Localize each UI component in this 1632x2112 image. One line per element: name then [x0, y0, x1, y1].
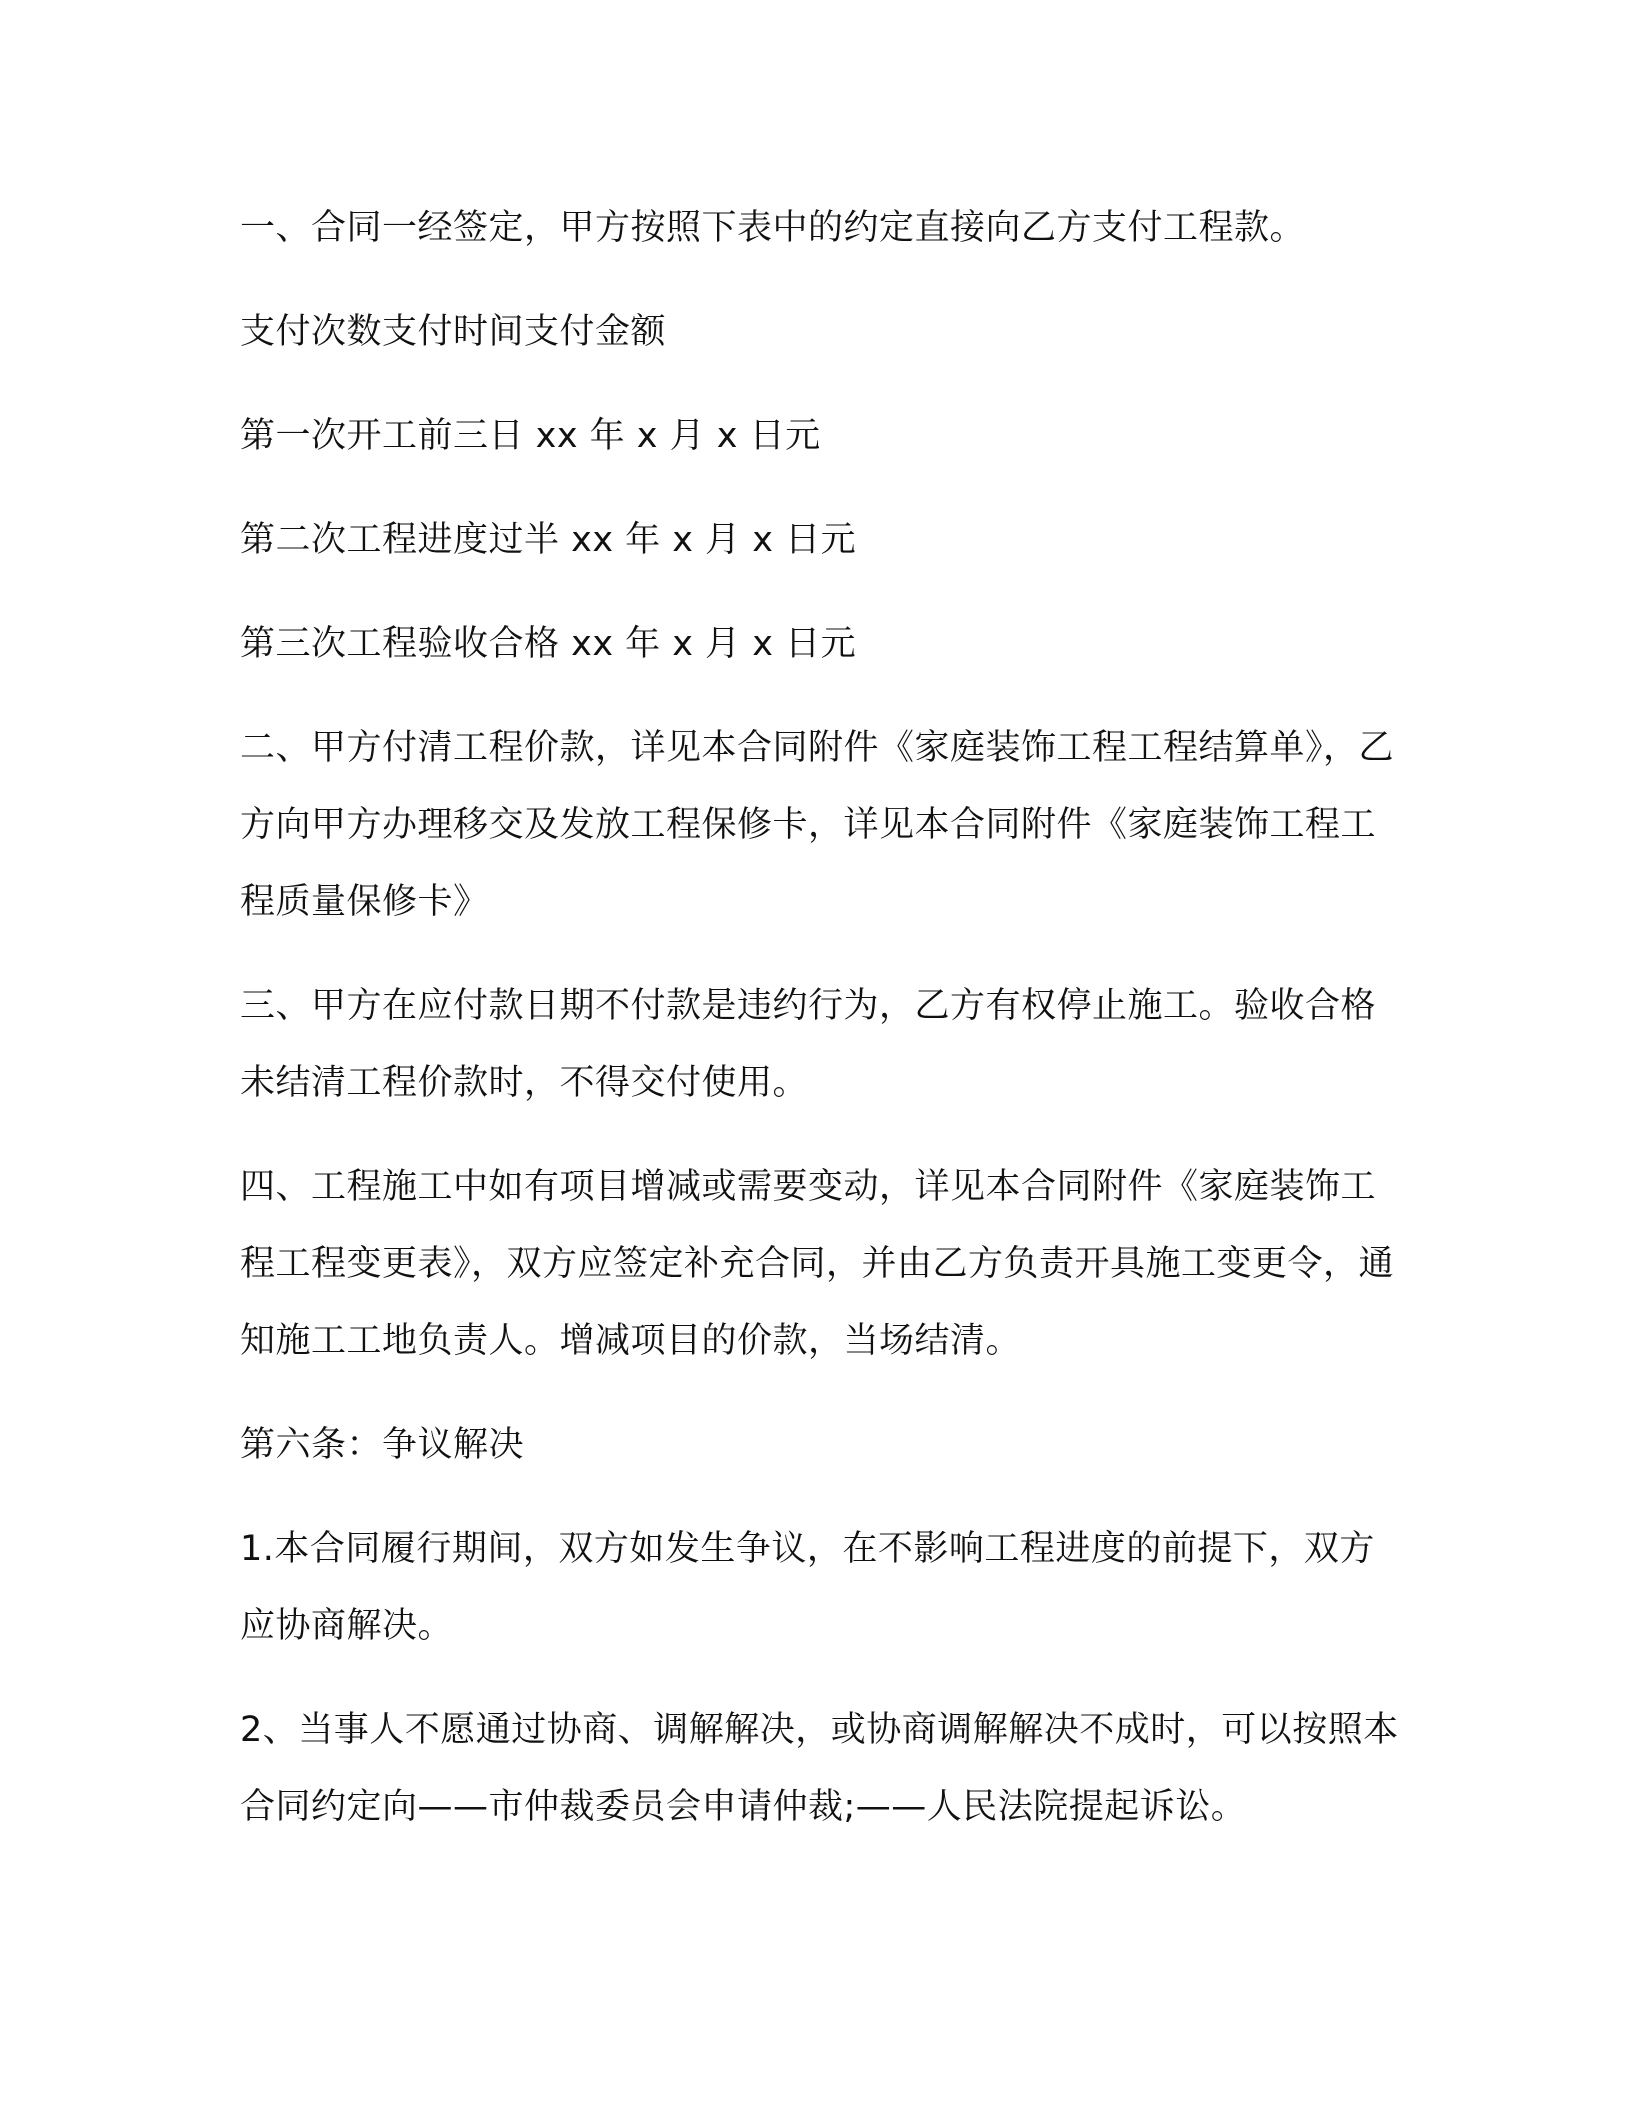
- dispute-clause-2: 2、当事人不愿通过协商、调解解决，或协商调解解决不成时，可以按照本合同约定向——市仲裁委员会申请仲裁;——人民法院提起诉讼。: [240, 1710, 1399, 1827]
- document-body: [240, 190, 1400, 1873]
- payment-table-header: 支付次数支付时间支付金额: [240, 312, 667, 352]
- payment-clause-3: 三、甲方在应付款日期不付款是违约行为，乙方有权停止施工。验收合格未结清工程价款时，不得交付使用。: [240, 986, 1377, 1103]
- article-6-heading: 第六条：争议解决: [240, 1425, 525, 1465]
- payment-clause-4: 四、工程施工中如有项目增减或需要变动，详见本合同附件《家庭装饰工程工程变更表》，双方应签定补充合同，并由乙方负责开具施工变更令，通知施工工地负责人。增减项目的价款，当场结清。: [240, 1167, 1395, 1361]
- payment-row-2: 第二次工程进度过半 xx 年 x 月 x 日元: [240, 520, 857, 560]
- dispute-clause-1: 1.本合同履行期间，双方如发生争议，在不影响工程进度的前提下，双方应协商解决。: [240, 1529, 1375, 1646]
- payment-clause-2: 二、甲方付清工程价款，详见本合同附件《家庭装饰工程工程结算单》，乙方向甲方办理移交及发放工程保修卡，详见本合同附件《家庭装饰工程工程质量保修卡》: [240, 728, 1395, 922]
- payment-row-3: 第三次工程验收合格 xx 年 x 月 x 日元: [240, 624, 857, 664]
- payment-row-1: 第一次开工前三日 xx 年 x 月 x 日元: [240, 416, 821, 456]
- payment-clause-1: 一、合同一经签定，甲方按照下表中的约定直接向乙方支付工程款。: [240, 208, 1306, 248]
